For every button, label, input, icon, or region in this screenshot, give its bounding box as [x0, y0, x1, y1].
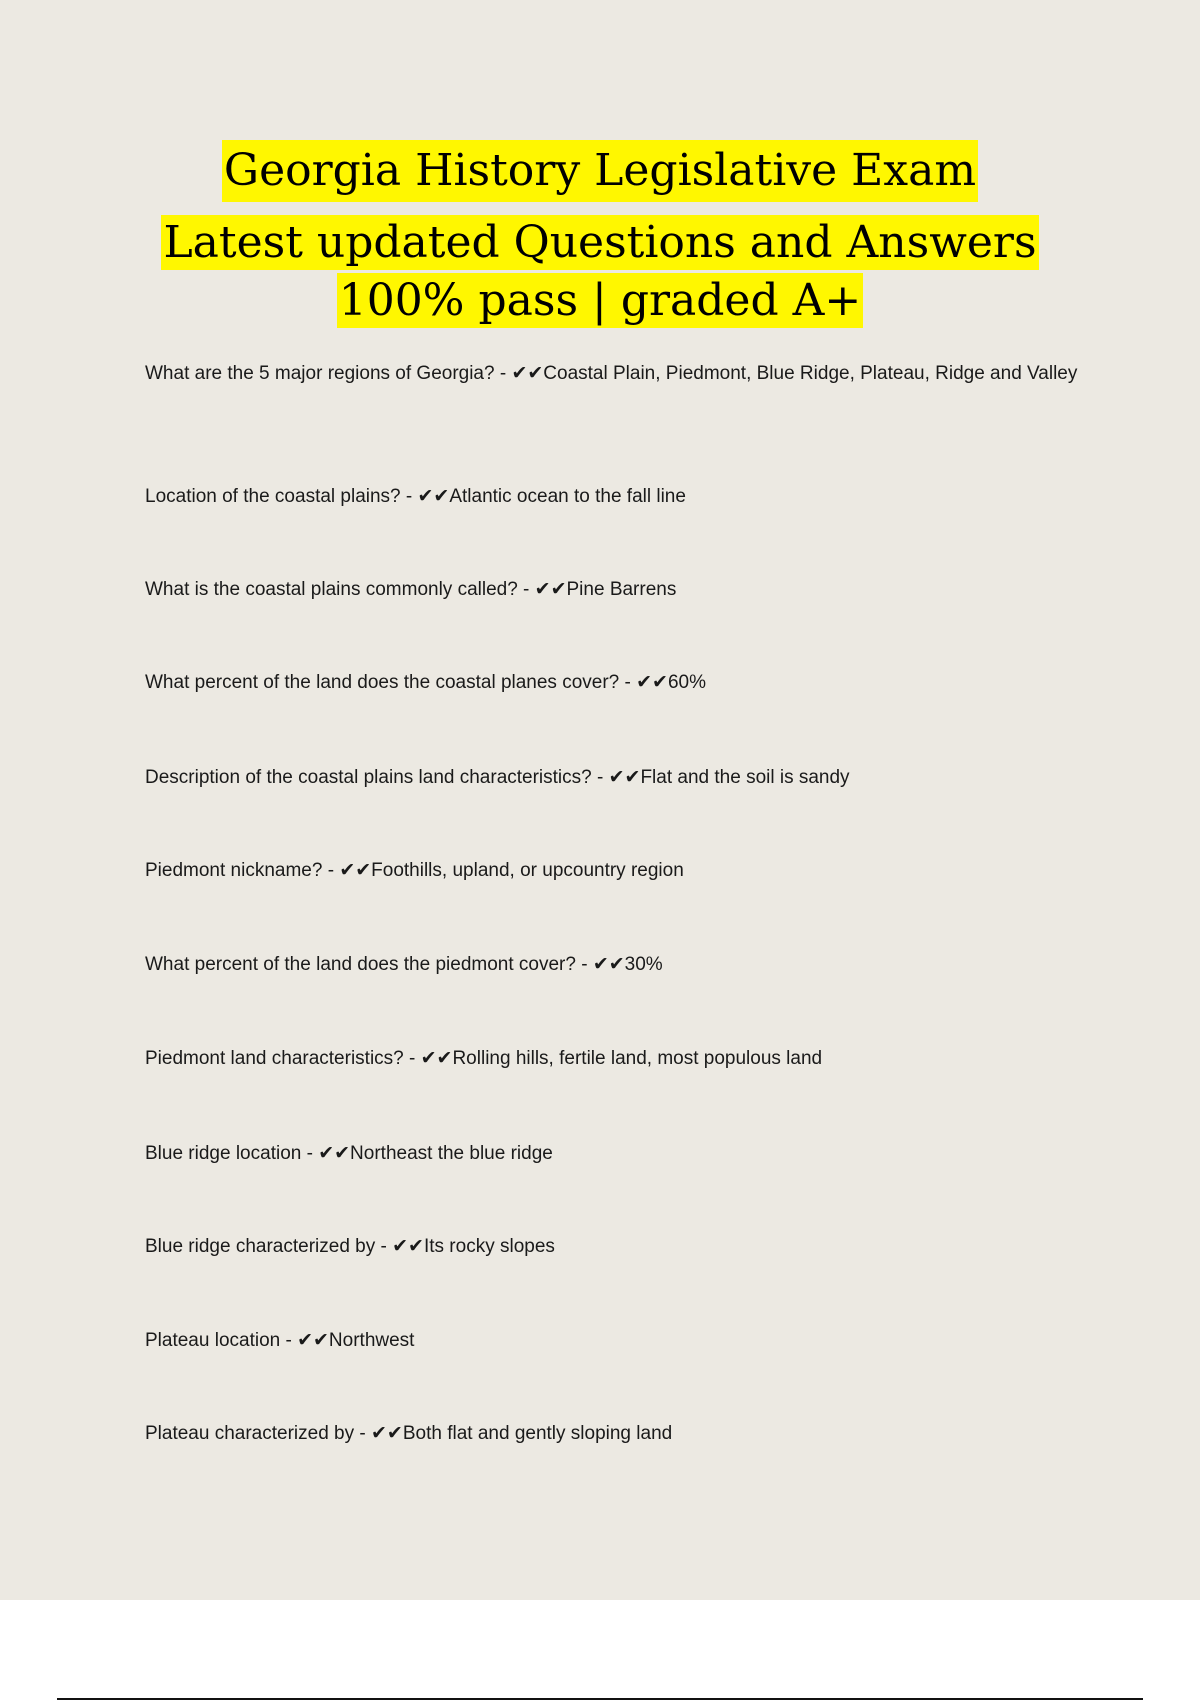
qa-item: Location of the coastal plains? - ✔✔Atlantic ocean to the fall line — [145, 486, 686, 507]
qa-item: Blue ridge characterized by - ✔✔Its rocky slopes — [145, 1236, 555, 1257]
qa-item: What percent of the land does the piedmont cover? - ✔✔30% — [145, 954, 663, 975]
qa-item: Plateau characterized by - ✔✔Both flat and gently sloping land — [145, 1423, 673, 1444]
qa-item: What are the 5 major regions of Georgia? - ✔✔Coastal Plain, Piedmont, Blue Ridge, Plateau, Ridge and Valley — [145, 363, 1078, 384]
qa-item: Description of the coastal plains land characteristics? - ✔✔Flat and the soil is sandy — [145, 767, 850, 788]
document-subtitle: Latest updated Questions and Answers 100% pass | graded A+ — [163, 217, 1037, 326]
document-title: Georgia History Legislative Exam — [222, 140, 978, 202]
qa-item: Plateau location - ✔✔Northwest — [145, 1330, 415, 1351]
qa-item: Piedmont nickname? - ✔✔Foothills, upland, or upcountry region — [145, 860, 684, 881]
qa-item: Piedmont land characteristics? - ✔✔Rolling hills, fertile land, most populous land — [145, 1048, 823, 1069]
qa-item: Blue ridge location - ✔✔Northeast the blue ridge — [145, 1143, 553, 1164]
qa-item: What is the coastal plains commonly called? - ✔✔Pine Barrens — [145, 579, 677, 600]
document-header — [0, 140, 1200, 330]
qa-item: What percent of the land does the coastal planes cover? - ✔✔60% — [145, 672, 706, 693]
